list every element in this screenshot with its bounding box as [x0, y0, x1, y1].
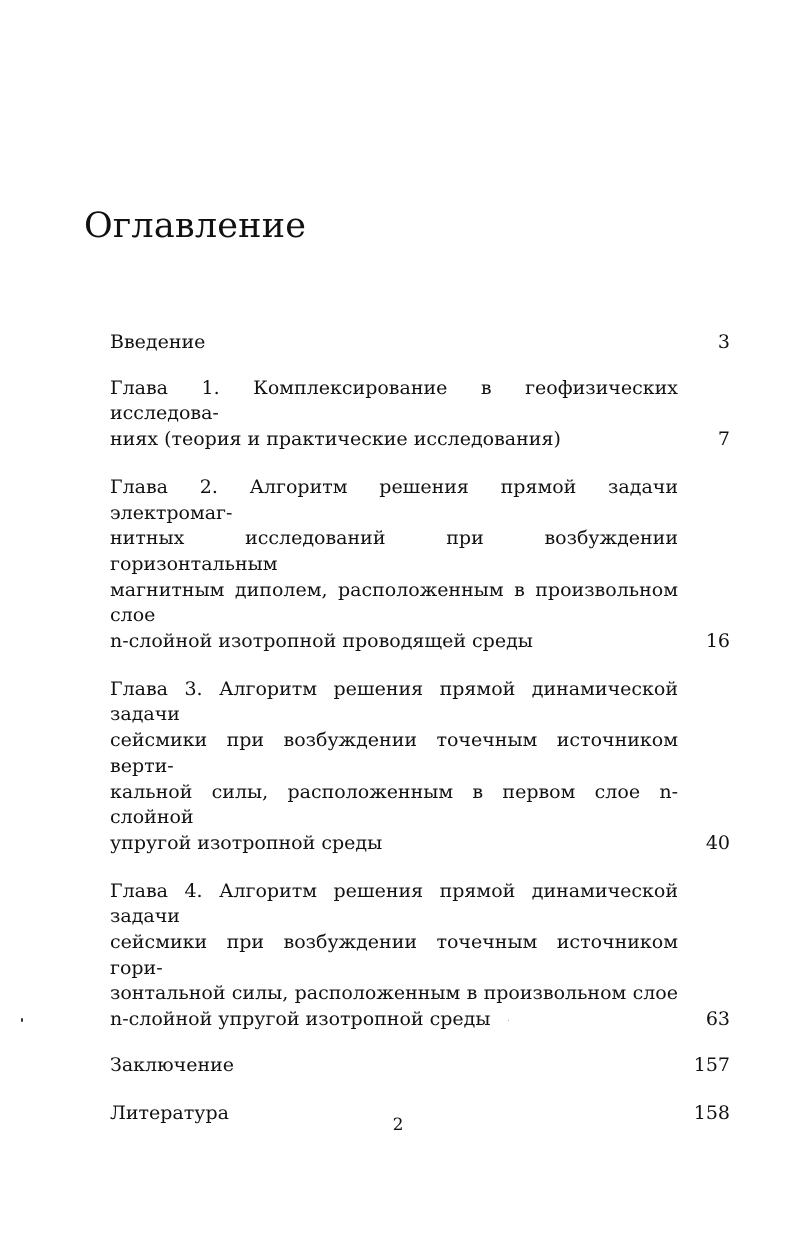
toc-title-line: зонтальной силы, расположенным в произвольном слое	[110, 982, 678, 1005]
toc-title-line: Глава 3. Алгоритм решения прямой динамической задачи	[110, 677, 678, 726]
toc-title-line: сейсмики при возбуждении точечным источником верти-	[110, 729, 678, 777]
toc-title-line: Литература	[110, 1101, 229, 1124]
scan-speck	[21, 1018, 23, 1022]
toc-entry-conclusion	[110, 1053, 730, 1079]
toc-entry-title	[110, 376, 696, 453]
toc-title-line: упругой изотропной среды	[110, 831, 383, 854]
toc-page-number: 40	[705, 831, 730, 854]
toc-entry-chapter-1	[110, 376, 730, 453]
toc-page-number: 157	[693, 1053, 730, 1076]
toc-title-line: сейсмики при возбуждении точечным источником гори-	[110, 931, 678, 979]
toc-entry-title	[110, 475, 696, 655]
toc-page-number: 7	[717, 428, 730, 451]
toc-title-line: Глава 4. Алгоритм решения прямой динамической задачи	[110, 879, 678, 928]
toc-title-line: n-слойной упругой изотропной среды	[110, 1008, 491, 1031]
toc-page-number: 63	[705, 1008, 730, 1031]
toc-entry-title	[110, 879, 696, 1033]
toc-entry-chapter-3	[110, 677, 730, 857]
toc-entry-introduction	[110, 330, 730, 356]
toc-page-number: 3	[717, 331, 730, 353]
toc-title-line: кальной силы, расположенным в первом слое n-слойной	[110, 780, 678, 829]
toc-title-line: Глава 1. Комплексирование в геофизических исследова-	[110, 376, 678, 425]
toc-entry-title	[110, 1053, 694, 1079]
toc-entry-title	[110, 677, 696, 857]
toc-title-line: Введение	[110, 331, 206, 353]
toc-entry-title	[110, 330, 696, 356]
scan-speck	[508, 1020, 509, 1021]
toc-page-number: 158	[693, 1101, 730, 1124]
toc-title-line: Глава 2. Алгоритм решения прямой задачи электромаг-	[110, 475, 678, 524]
toc-entry-chapter-4	[110, 879, 730, 1033]
toc-title-line: ниях (теория и практические исследования)	[110, 428, 561, 451]
page-title: Оглавление	[84, 206, 307, 246]
toc-title-line: n-слойной изотропной проводящей среды	[110, 630, 533, 653]
toc-title-line: нитных исследований при возбуждении горизонтальным	[110, 527, 678, 575]
page-number: 2	[392, 1115, 404, 1135]
toc-page-number: 16	[705, 630, 730, 653]
toc-entry-chapter-2	[110, 475, 730, 655]
toc-title-line: магнитным диполем, расположенным в произвольном слое	[110, 578, 678, 627]
toc-title-line: Заключение	[110, 1053, 235, 1076]
table-of-contents	[110, 330, 730, 1148]
